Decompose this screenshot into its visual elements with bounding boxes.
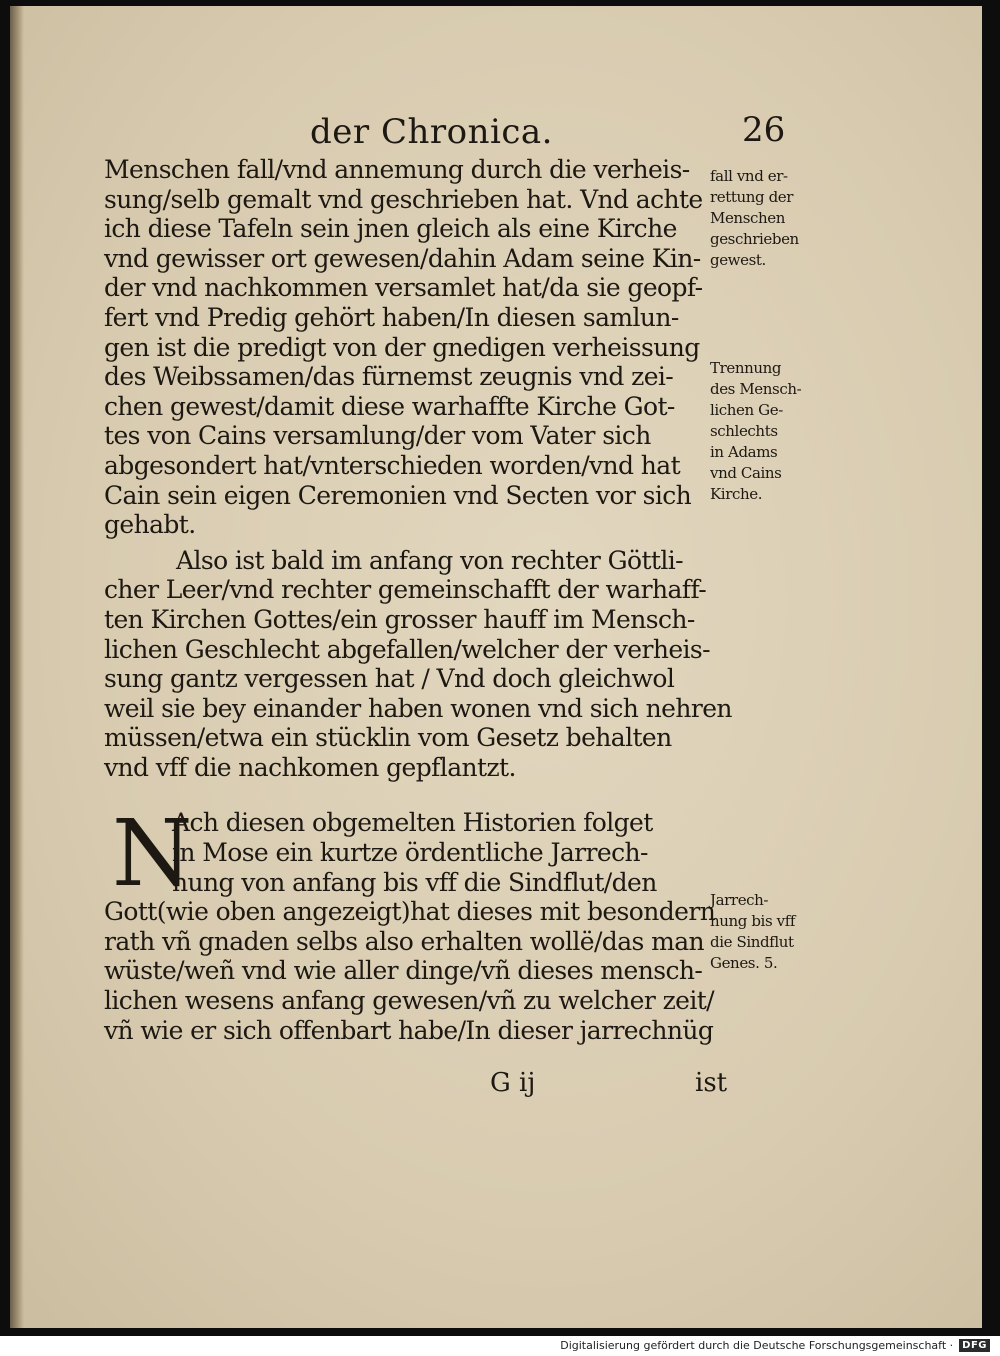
text-line: gen ist die predigt von der gnedigen verheissung [104,332,700,362]
margin-line: fall vnd er- [710,167,788,185]
margin-line: die Sindflut [710,933,794,951]
signature-mark: G ij [490,1068,536,1098]
text-line: tes von Cains versamlung/der vom Vater sich [104,421,651,451]
margin-line: Trennung [710,359,782,377]
text-line: vnd gewisser ort gewesen/dahin Adam seine Kin- [104,243,701,273]
text-line: Also ist bald im anfang von rechter Göttli- [176,545,683,575]
running-header [10,106,982,156]
margin-line: in Adams [710,443,778,461]
dfg-logo-badge: DFG [959,1339,990,1352]
drop-capital: N [112,800,193,908]
text-line: chen gewest/damit diese warhaffte Kirche Got- [104,391,675,421]
text-line: wüste/weñ vnd wie aller dinge/vñ dieses mensch- [104,956,703,986]
margin-line: Kirche. [710,485,763,503]
text-line: vñ wie er sich offenbart habe/In dieser jarrechnüg [104,1015,714,1045]
margin-line: Menschen [710,209,785,227]
text-line: sung/selb gemalt vnd geschrieben hat. Vnd achte [104,184,703,214]
margin-line: des Mensch- [710,380,802,398]
margin-line: nung bis vff [710,912,795,930]
margin-line: geschrieben [710,230,799,248]
margin-line: vnd Cains [710,464,782,482]
margin-line: schlechts [710,422,778,440]
text-line: in Mose ein kurtze ördentliche Jarrech- [172,838,648,868]
text-line: fert vnd Predig gehört haben/In diesen samlun- [104,302,679,332]
page-gutter-shadow [10,6,24,1328]
text-line: ich diese Tafeln sein jnen gleich als eine Kirche [104,214,677,244]
text-line: nung von anfang bis vff die Sindflut/den [172,867,657,897]
margin-line: gewest. [710,251,766,269]
running-title: der Chronica. [310,112,553,152]
funding-text: Digitalisierung gefördert durch die Deutsche Forschungsgemeinschaft · [560,1338,954,1352]
margin-line: Genes. 5. [710,954,778,972]
book-page [10,6,982,1328]
paragraph-2 [104,545,732,783]
marginal-note-3 [710,890,840,974]
text-line: lichen Geschlecht abgefallen/welcher der verheis- [104,634,711,664]
text-line: lichen wesens anfang gewesen/vñ zu welcher zeit/ [104,986,714,1016]
paragraph-3 [104,800,716,1045]
text-line: Ach diesen obgemelten Historien folget [172,808,653,838]
catchword: ist [695,1068,728,1098]
text-line: sung gantz vergessen hat / Vnd doch gleichwol [104,664,675,694]
text-line: abgesondert hat/vnterschieden worden/vnd hat [104,450,681,480]
text-line: weil sie bey einander haben wonen vnd sich nehren [104,693,732,723]
text-line: rath vñ gnaden selbs also erhalten wollë/das man [104,926,704,956]
marginal-note-2 [710,358,840,505]
margin-line: lichen Ge- [710,401,783,419]
text-line: gehabt. [104,510,196,540]
text-line: Gott(wie oben angezeigt)hat dieses mit besondern [104,897,716,927]
text-line: cher Leer/vnd rechter gemeinschafft der warhaff- [104,575,707,605]
text-line: des Weibssamen/das fürnemst zeugnis vnd zei- [104,362,674,392]
funding-credit [560,1337,990,1353]
paragraph-1 [104,155,712,540]
text-line: ten Kirchen Gottes/ein grosser hauff im Mensch- [104,604,695,634]
main-text-block [104,155,732,1045]
folio-number: 26 [742,110,786,150]
text-line: der vnd nachkommen versamlet hat/da sie geopf- [104,273,703,303]
text-line: vnd vff die nachkomen gepflantzt. [104,752,516,782]
margin-line: Jarrech- [710,891,769,909]
text-line: Cain sein eigen Ceremonien vnd Secten vor sich [104,480,692,510]
margin-line: rettung der [710,188,794,206]
marginal-note-1 [710,166,840,271]
text-line: Menschen fall/vnd annemung durch die verheis- [104,155,690,184]
text-line: müssen/etwa ein stücklin vom Gesetz behalten [104,723,672,753]
